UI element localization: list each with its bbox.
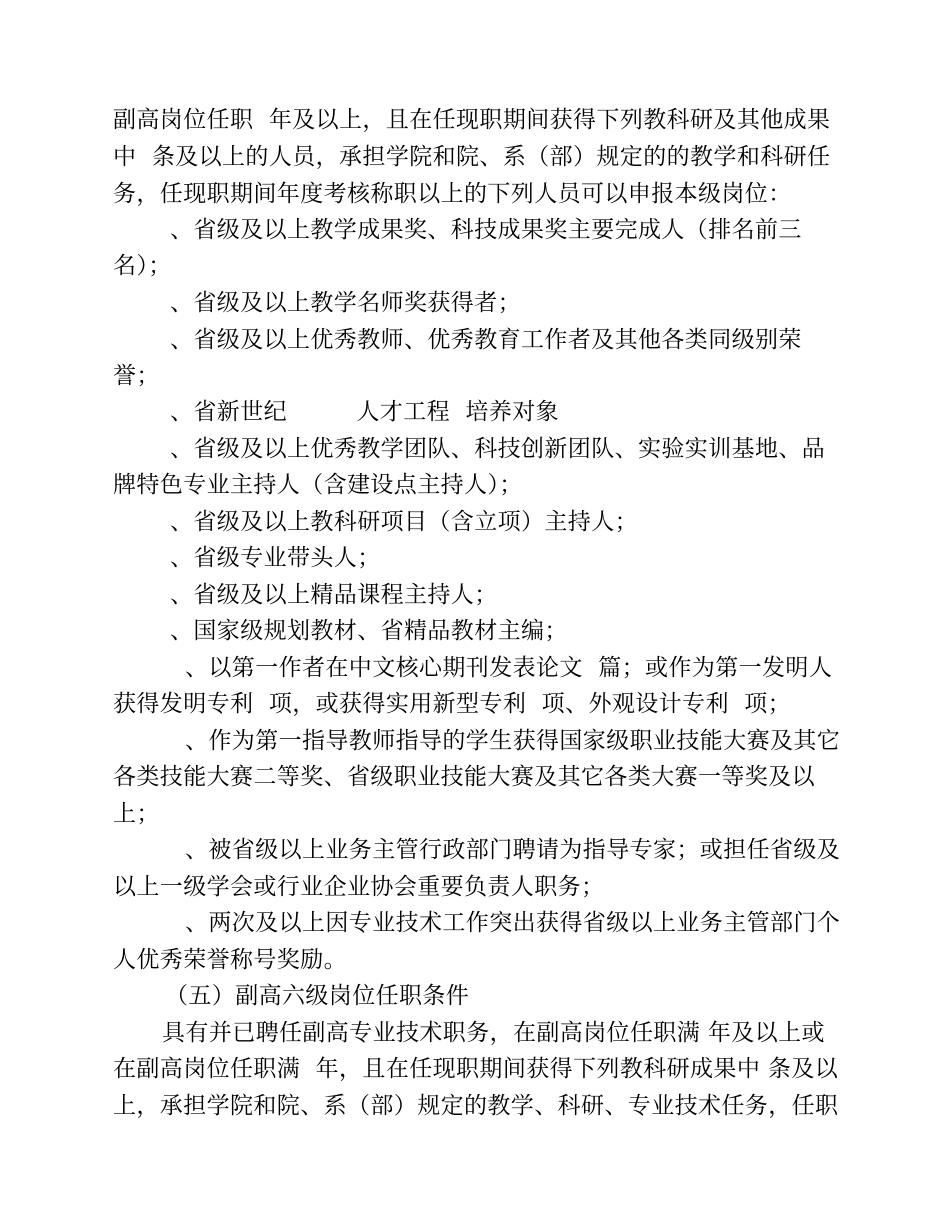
text-line: 上； — [113, 801, 160, 827]
list-item: 、省级专业带头人； — [170, 545, 381, 571]
list-item: 、两次及以上因专业技术工作突出获得省级以上业务主管部门个 — [185, 910, 841, 936]
list-item: 、国家级规划教材、省精品教材主编； — [170, 618, 568, 644]
text-line: 上，承担学院和院、系（部）规定的教学、科研、专业技术任务，任职 — [113, 1093, 839, 1119]
list-item: 、被省级以上业务主管行政部门聘请为指导专家；或担任省级及 — [185, 837, 841, 863]
list-item: 、作为第一指导教师指导的学生获得国家级职业技能大赛及其它 — [185, 728, 841, 754]
text-line: 誉； — [113, 363, 160, 389]
text-line: 务，任现职期间年度考核称职以上的下列人员可以申报本级岗位： — [113, 181, 792, 207]
text-line: 人优秀荣誉称号奖励。 — [113, 947, 347, 973]
list-item: 、省级及以上教科研项目（含立项）主持人； — [170, 509, 638, 535]
list-item: 、省级及以上精品课程主持人； — [170, 582, 498, 608]
text-line: 获得发明专利 项，或获得实用新型专利 项、外观设计专利 项； — [113, 691, 792, 717]
text-line: 在副高岗位任职满 年，且在任现职期间获得下列教科研成果中 条及以 — [113, 1056, 839, 1082]
list-item: 、省新世纪 人才工程 培养对象 — [170, 399, 560, 425]
list-item: 、省级及以上教学成果奖、科技成果奖主要完成人（排名前三 — [170, 217, 802, 243]
text-line: 具有并已聘任副高专业技术职务，在副高岗位任职满 年及以上或 — [162, 1020, 825, 1046]
text-line: 中 条及以上的人员，承担学院和院、系（部）规定的的教学和科研任 — [113, 144, 831, 170]
list-item: 、省级及以上优秀教师、优秀教育工作者及其他各类同级别荣 — [170, 327, 802, 353]
text-line: 牌特色专业主持人（含建设点主持人）； — [113, 472, 523, 498]
text-line: 各类技能大赛二等奖、省级职业技能大赛及其它各类大赛一等奖及以 — [113, 764, 815, 790]
text-line: 以上一级学会或行业企业协会重要负责人职务； — [113, 874, 605, 900]
list-item: 、省级及以上优秀教学团队、科技创新团队、实验实训基地、品 — [170, 436, 826, 462]
section-heading: （五）副高六级岗位任职条件 — [165, 983, 470, 1009]
text-line: 副高岗位任职 年及以上，且在任现职期间获得下列教科研及其他成果 — [113, 107, 831, 133]
list-item: 、省级及以上教学名师奖获得者； — [170, 290, 521, 316]
list-item: 、以第一作者在中文核心期刊发表论文 篇；或作为第一发明人 — [185, 655, 833, 681]
text-line: 名）； — [113, 253, 172, 279]
